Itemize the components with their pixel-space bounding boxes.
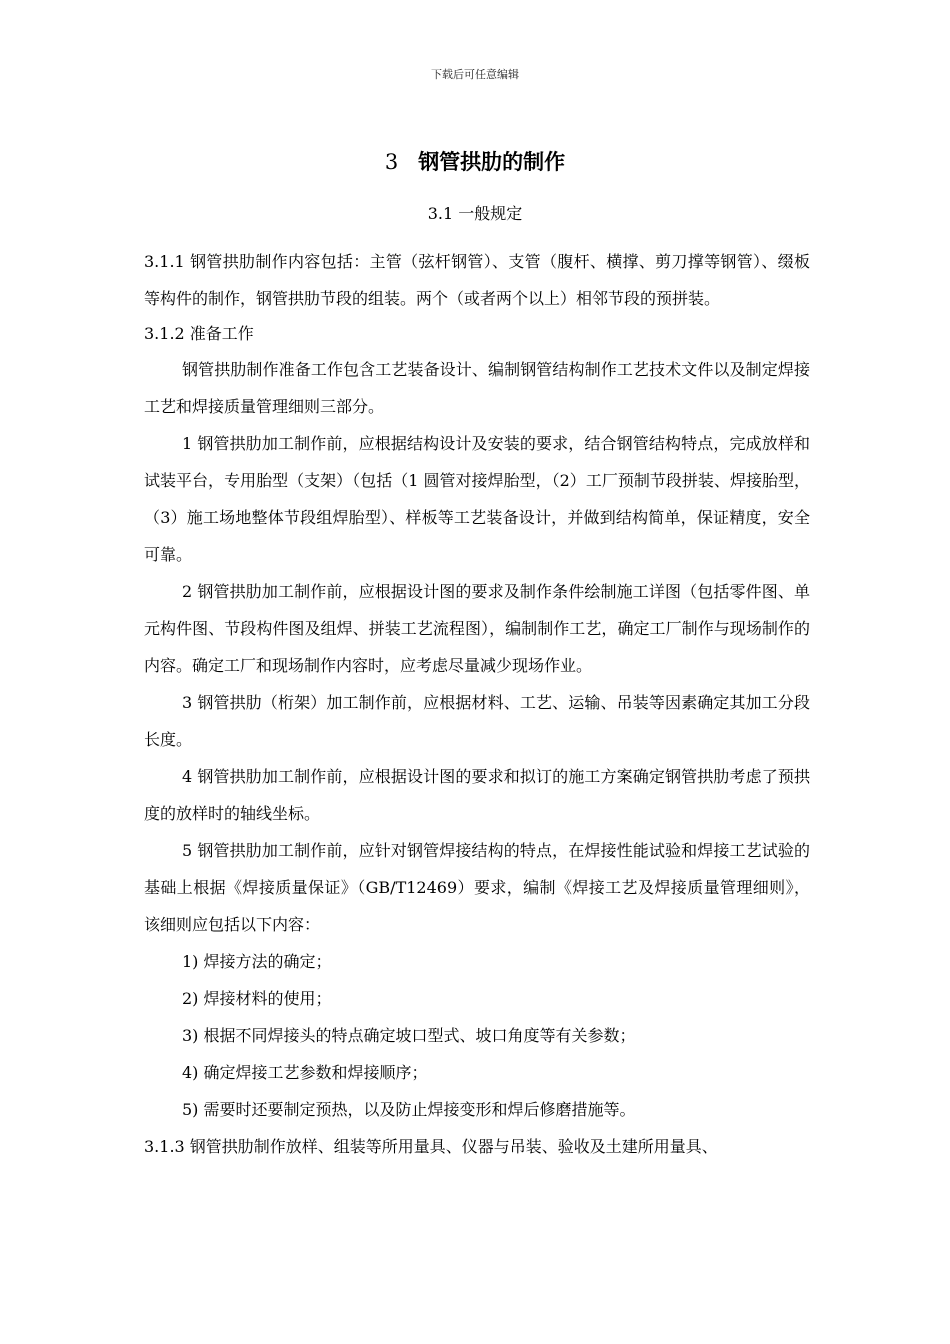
sub-item-4: 4) 确定焊接工艺参数和焊接顺序； bbox=[182, 1063, 428, 1082]
sub-item-2: 2) 焊接材料的使用； bbox=[182, 989, 332, 1008]
chapter-title bbox=[0, 146, 950, 176]
paragraph-3-1-1: 3.1.1 钢管拱肋制作内容包括：主管（弦杆钢管）、支管（腹杆、横撑、剪刀撑等钢管）、缀板等构件的制作，钢管拱肋节段的组装。两个（或者两个以上）相邻节段的预拼装。 bbox=[144, 252, 810, 308]
sub-item-3: 3) 根据不同焊接头的特点确定坡口型式、坡口角度等有关参数； bbox=[182, 1026, 636, 1045]
list-item-2: 2 钢管拱肋加工制作前，应根据设计图的要求及制作条件绘制施工详图（包括零件图、单元构件图、节段构件图及组焊、拼装工艺流程图），编制制作工艺，确定工厂制作与现场制作的内容。确定工厂和现场制作内容时，应考虑尽量减少现场作业。 bbox=[144, 582, 810, 675]
sub-item-1: 1) 焊接方法的确定； bbox=[182, 952, 332, 971]
document-body bbox=[144, 243, 810, 1165]
page-header-note: 下载后可任意编辑 bbox=[431, 68, 519, 81]
paragraph-3-1-3: 3.1.3 钢管拱肋制作放样、组装等所用量具、仪器与吊装、验收及土建所用量具、 bbox=[144, 1137, 718, 1156]
list-item-1: 1 钢管拱肋加工制作前，应根据结构设计及安装的要求，结合钢管结构特点，完成放样和试装平台，专用胎型（支架）（包括（1 圆管对接焊胎型，（2）工厂预制节段拼装、焊接胎型，（3）施工场地整体节段组焊胎型）、样板等工艺装备设计，并做到结构简单，保证精度，安全可靠。 bbox=[144, 434, 810, 564]
chapter-number: 3 bbox=[384, 150, 399, 174]
paragraph-3-1-2-intro: 钢管拱肋制作准备工作包含工艺装备设计、编制钢管结构制作工艺技术文件以及制定焊接工艺和焊接质量管理细则三部分。 bbox=[144, 360, 810, 416]
list-item-5: 5 钢管拱肋加工制作前，应针对钢管焊接结构的特点，在焊接性能试验和焊接工艺试验的基础上根据《焊接质量保证》（GB/T12469）要求，编制《焊接工艺及焊接质量管理细则》，该细则应包括以下内容： bbox=[144, 841, 810, 934]
section-title: 3.1 一般规定 bbox=[427, 204, 523, 223]
list-item-3: 3 钢管拱肋（桁架）加工制作前，应根据材料、工艺、运输、吊装等因素确定其加工分段长度。 bbox=[144, 693, 810, 749]
sub-item-5: 5) 需要时还要制定预热，以及防止焊接变形和焊后修磨措施等。 bbox=[182, 1100, 636, 1119]
heading-3-1-2: 3.1.2 准备工作 bbox=[144, 324, 254, 343]
chapter-title-text: 钢管拱肋的制作 bbox=[418, 150, 566, 174]
list-item-4: 4 钢管拱肋加工制作前，应根据设计图的要求和拟订的施工方案确定钢管拱肋考虑了预拱度的放样时的轴线坐标。 bbox=[144, 767, 810, 823]
